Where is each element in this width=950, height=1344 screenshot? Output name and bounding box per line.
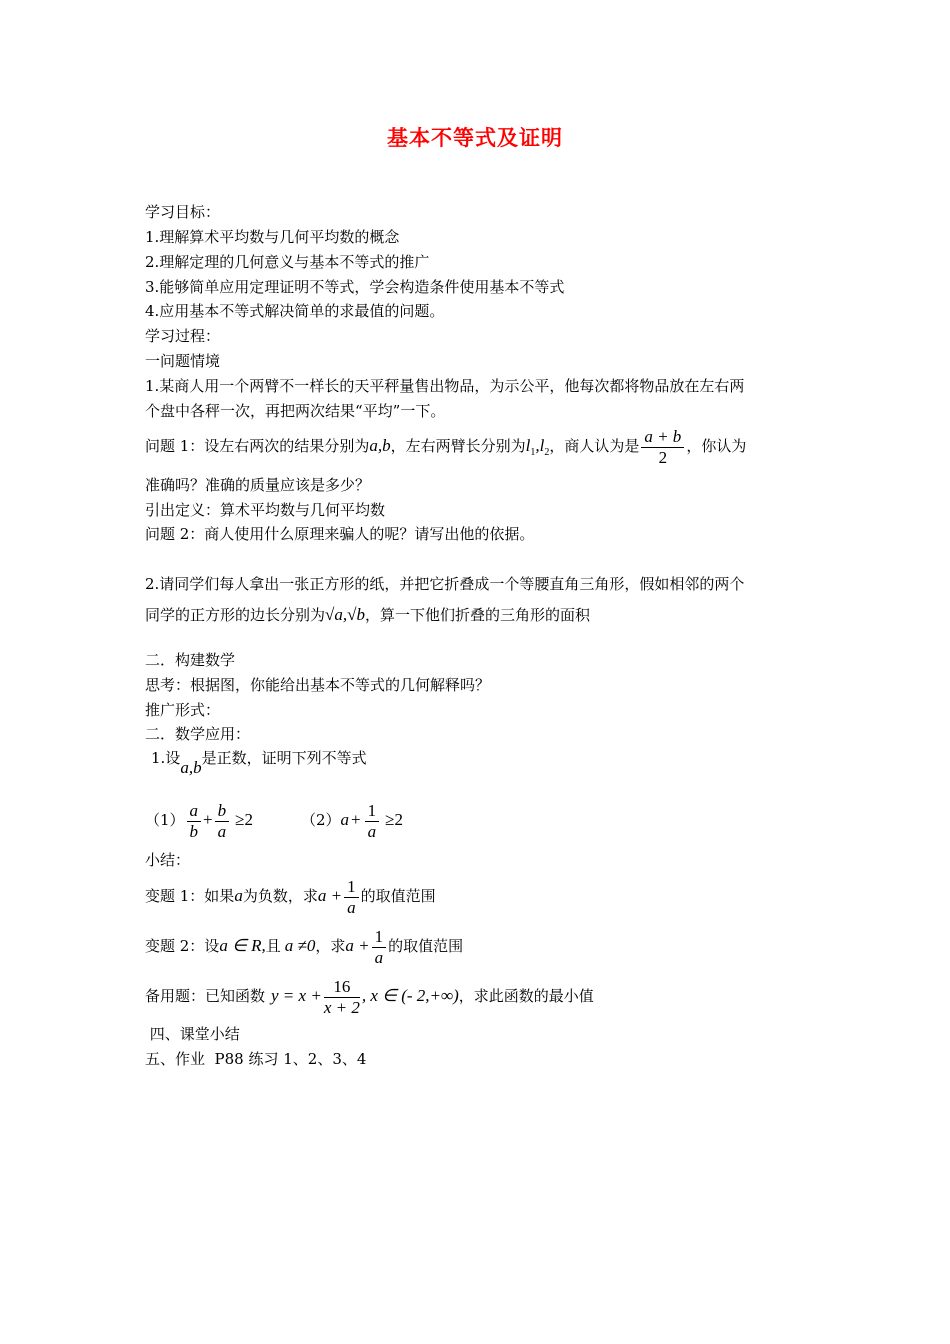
question-1: 问题 1：设左右两次的结果分别为a,b，左右两臂长分别为$l_1,l_2$，商人认为是 $\frac{a + b}{2}$ ，你认为 [145, 426, 747, 467]
question-2: 问题 2：商人使用什么原理来骗人的呢？请写出他的依据。 [145, 525, 535, 543]
problem-2-text: 同学的正方形的边长分别为√a,√b，算一下他们折叠的三角形的面积 [145, 605, 590, 624]
homework-line: 五、作业 P88 练习 1、2、3、4 [145, 1050, 367, 1068]
problem-1-text: 1.某商人用一个两臂不一样长的天平秤量售出物品，为示公平，他每次都将物品放在左右两 [145, 377, 745, 395]
problem-1-text: 个盘中各秤一次，再把两次结果“平均”一下。 [145, 402, 446, 420]
objective-item: 2.理解定理的几何意义与基本不等式的推广 [145, 253, 430, 271]
section-problem-context: 一问题情境 [145, 352, 221, 370]
class-summary-heading: 四、课堂小结 [145, 1025, 240, 1043]
objectives-heading: 学习目标： [145, 203, 221, 221]
math-fraction-average: $\frac{a + b}{2}$ [641, 427, 684, 468]
exercise-1: 1.设a,b是正数，证明下列不等式 [151, 749, 367, 777]
variant-1: 变题 1：如果a为负数，求a + $\frac{1}{a}$ 的取值范围 [145, 876, 436, 917]
variant-2: 变题 2：设a ∈ R,且 a ≠0，求a + $\frac{1}{a}$ 的取值范围 [145, 926, 464, 967]
apply-heading: 二．数学应用： [145, 725, 251, 743]
definition-line: 引出定义：算术平均数与几何平均数 [145, 501, 386, 519]
problem-2-text: 2.请同学们每人拿出一张正方形的纸，并把它折叠成一个等腰直角三角形，假如相邻的两个 [145, 575, 745, 593]
objective-item: 3.能够简单应用定理证明不等式，学会构造条件使用基本不等式 [145, 278, 565, 296]
backup-problem: 备用题：已知函数 y = x + $\frac{16}{x + 2}$ , x ∈ (- 2,+∞)，求此函数的最小值 [145, 976, 594, 1017]
think-question: 思考：根据图，你能给出基本不等式的几何解释吗？ [145, 676, 491, 694]
question-1-cont: 准确吗？准确的质量应该是多少？ [145, 476, 371, 494]
objective-item: 4.应用基本不等式解决简单的求最值的问题。 [145, 302, 445, 320]
exercise-items: （1） $\frac{a}{b}$ + $\frac{b}{a}$ ≥2 （2）a + $\frac{1}{a}$ ≥2 [145, 800, 403, 841]
general-form: 推广形式： [145, 701, 221, 719]
math-ab: a,b [369, 436, 391, 455]
document-title: 基本不等式及证明 [387, 125, 563, 150]
process-heading: 学习过程： [145, 327, 221, 345]
objective-item: 1.理解算术平均数与几何平均数的概念 [145, 228, 400, 246]
math-sqrt-ab: √a,√b [325, 605, 365, 624]
summary-label: 小结： [145, 851, 191, 869]
math-l1: $l_1,l_2$ [525, 436, 550, 458]
build-heading: 二．构建数学 [145, 651, 236, 669]
